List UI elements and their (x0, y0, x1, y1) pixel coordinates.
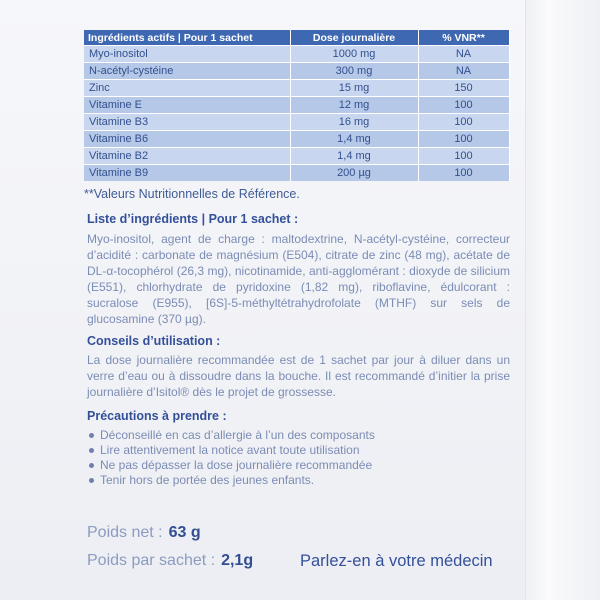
sachet-weight-label: Poids par sachet : (87, 552, 216, 569)
ingredient-name: Vitamine E (84, 97, 290, 114)
table-row (84, 165, 509, 182)
net-weight-value: 63 g (168, 524, 201, 541)
precautions-title: Précautions à prendre : (87, 409, 227, 423)
table-header-row (84, 30, 509, 46)
ingredient-name: N-acétyl-cystéine (84, 63, 290, 80)
precaution-text: Ne pas dépasser la dose journalière recommandée (100, 458, 373, 472)
table-row (84, 80, 509, 97)
vnr-value: 100 (418, 114, 509, 131)
bullet-icon (89, 448, 94, 453)
daily-dose: 1,4 mg (290, 131, 418, 148)
precautions-list (87, 428, 507, 488)
ingredient-name: Myo-inositol (84, 46, 290, 63)
daily-dose: 300 mg (290, 63, 418, 80)
package-edge (525, 0, 600, 600)
list-item (87, 458, 507, 473)
daily-dose: 200 µg (290, 165, 418, 182)
doctor-advice: Parlez-en à votre médecin (300, 552, 493, 570)
vnr-value: 150 (418, 80, 509, 97)
precaution-text: Déconseillé en cas d’allergie à l’un des composants (100, 428, 375, 442)
ingredients-text: Myo-inositol, agent de charge : maltodextrine, N-acétyl-cystéine, correcteur d’acidité : carbonate de magnésium (E504), citrate de zinc (48 mg), acétate de DL-α-tocophérol (26,3 mg), nicotinamide, anti-agglomérant : dioxyde de silicium (E551), chlorhydrate de pyridoxine (1,82 mg), riboflavine, édulcorant : sucralose (E955), [6S]-5-méthyltétrahydrofolate (MTHF) sur sels de glucosamine (370 µg). (87, 232, 510, 326)
ingredient-name: Vitamine B9 (84, 165, 290, 182)
vnr-value: NA (418, 63, 509, 80)
table-row (84, 114, 509, 131)
ingredient-name: Vitamine B3 (84, 114, 290, 131)
vnr-value: 100 (418, 148, 509, 165)
daily-dose: 1000 mg (290, 46, 418, 63)
header-ingredients: Ingrédients actifs | Pour 1 sachet (84, 30, 290, 46)
list-item (87, 428, 507, 443)
vnr-value: 100 (418, 131, 509, 148)
vnr-value: 100 (418, 97, 509, 114)
usage-title: Conseils d’utilisation : (87, 334, 221, 348)
daily-dose: 12 mg (290, 97, 418, 114)
daily-dose: 1,4 mg (290, 148, 418, 165)
header-daily-dose: Dose journalière (290, 30, 418, 46)
table-row (84, 63, 509, 80)
bullet-icon (89, 463, 94, 468)
sachet-weight (87, 552, 253, 570)
header-vnr: % VNR** (418, 30, 509, 46)
table-row (84, 148, 509, 165)
list-item (87, 473, 507, 488)
nutrition-table (84, 30, 510, 181)
table-row (84, 46, 509, 63)
vnr-value: NA (418, 46, 509, 63)
bullet-icon (89, 478, 94, 483)
ingredients-title: Liste d’ingrédients | Pour 1 sachet : (87, 212, 299, 226)
net-weight-label: Poids net : (87, 524, 163, 541)
precaution-text: Tenir hors de portée des jeunes enfants. (100, 473, 315, 487)
table-row (84, 97, 509, 114)
vnr-value: 100 (418, 165, 509, 182)
ingredient-name: Vitamine B2 (84, 148, 290, 165)
ingredient-name: Zinc (84, 80, 290, 97)
table-row (84, 131, 509, 148)
daily-dose: 16 mg (290, 114, 418, 131)
bullet-icon (89, 433, 94, 438)
list-item (87, 443, 507, 458)
ingredient-name: Vitamine B6 (84, 131, 290, 148)
usage-text: La dose journalière recommandée est de 1 sachet par jour à diluer dans un verre d’eau ou à dissoudre dans la bouche. Il est recommandé d’initier la prise journalière d’Isitol® dès le projet de grossesse. (87, 353, 510, 399)
vnr-footnote: **Valeurs Nutritionnelles de Référence. (84, 187, 300, 201)
sachet-weight-value: 2,1g (221, 552, 254, 569)
precaution-text: Lire attentivement la notice avant toute utilisation (100, 443, 360, 457)
net-weight (87, 524, 201, 542)
daily-dose: 15 mg (290, 80, 418, 97)
